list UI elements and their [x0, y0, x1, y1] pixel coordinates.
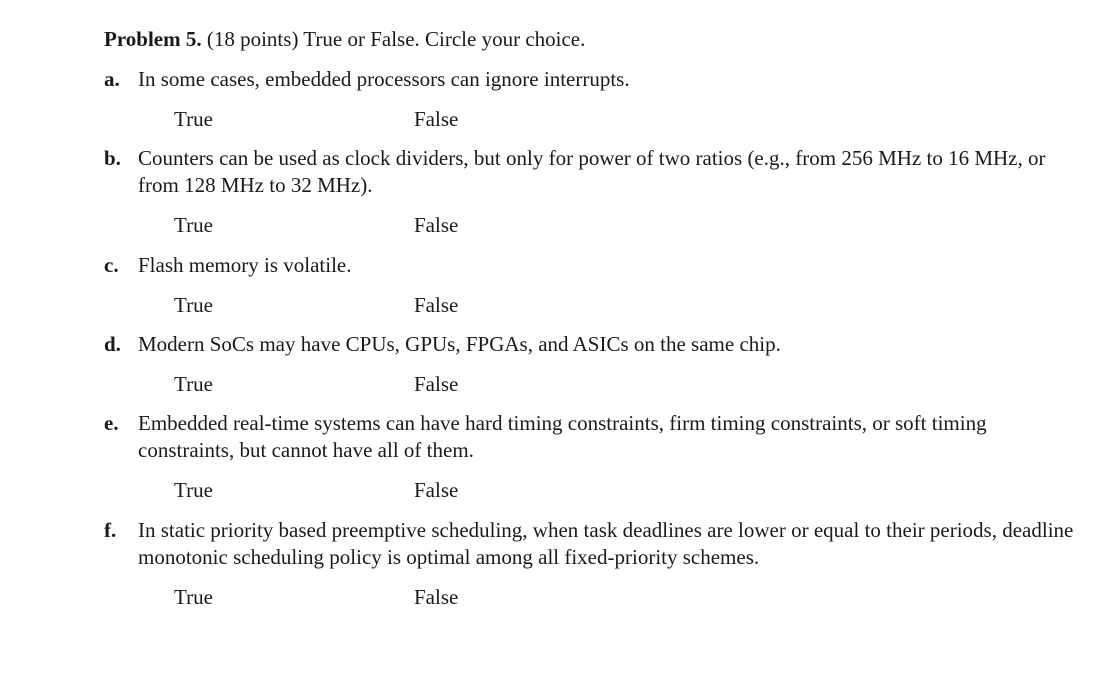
problem-instructions: (18 points) True or False. Circle your choice. — [201, 27, 586, 51]
question-letter: c. — [104, 253, 119, 277]
choice-false-e[interactable]: False — [414, 478, 459, 502]
question-letter: a. — [104, 67, 120, 91]
question-text: In static priority based preemptive scheduling, when task deadlines are lower or equal to their periods, deadline monotonic scheduling policy is optimal among all fixed-priority schemes. — [138, 518, 1074, 569]
choice-true-d[interactable]: True — [174, 372, 213, 396]
choice-true-e[interactable]: True — [174, 478, 213, 502]
choices-f — [104, 584, 704, 611]
question-text: Modern SoCs may have CPUs, GPUs, FPGAs, and ASICs on the same chip. — [138, 332, 781, 356]
question-text: Flash memory is volatile. — [138, 253, 352, 277]
choice-false-f[interactable]: False — [414, 585, 459, 609]
question-text: Counters can be used as clock dividers, but only for power of two ratios (e.g., from 256 MHz to 16 MHz, or from 128 MHz to 32 MHz). — [138, 146, 1046, 197]
choices-d — [104, 371, 704, 398]
choices-e — [104, 477, 704, 504]
choice-true-a[interactable]: True — [174, 107, 213, 131]
problem-title — [104, 26, 585, 53]
question-letter: d. — [104, 332, 121, 356]
question-letter: b. — [104, 146, 121, 170]
choices-a — [104, 106, 704, 133]
problem-label: Problem 5. — [104, 27, 202, 51]
choice-false-a[interactable]: False — [414, 107, 459, 131]
choice-false-d[interactable]: False — [414, 372, 459, 396]
choice-false-c[interactable]: False — [414, 293, 459, 317]
choice-true-c[interactable]: True — [174, 293, 213, 317]
choices-b — [104, 212, 704, 239]
question-letter: e. — [104, 411, 119, 435]
choice-true-f[interactable]: True — [174, 585, 213, 609]
question-letter: f. — [104, 518, 117, 542]
choices-c — [104, 292, 704, 319]
choice-true-b[interactable]: True — [174, 213, 213, 237]
question-text: Embedded real-time systems can have hard timing constraints, firm timing constraints, or soft timing constraints, but cannot have all of them. — [138, 411, 987, 462]
choice-false-b[interactable]: False — [414, 213, 459, 237]
question-text: In some cases, embedded processors can ignore interrupts. — [138, 67, 630, 91]
